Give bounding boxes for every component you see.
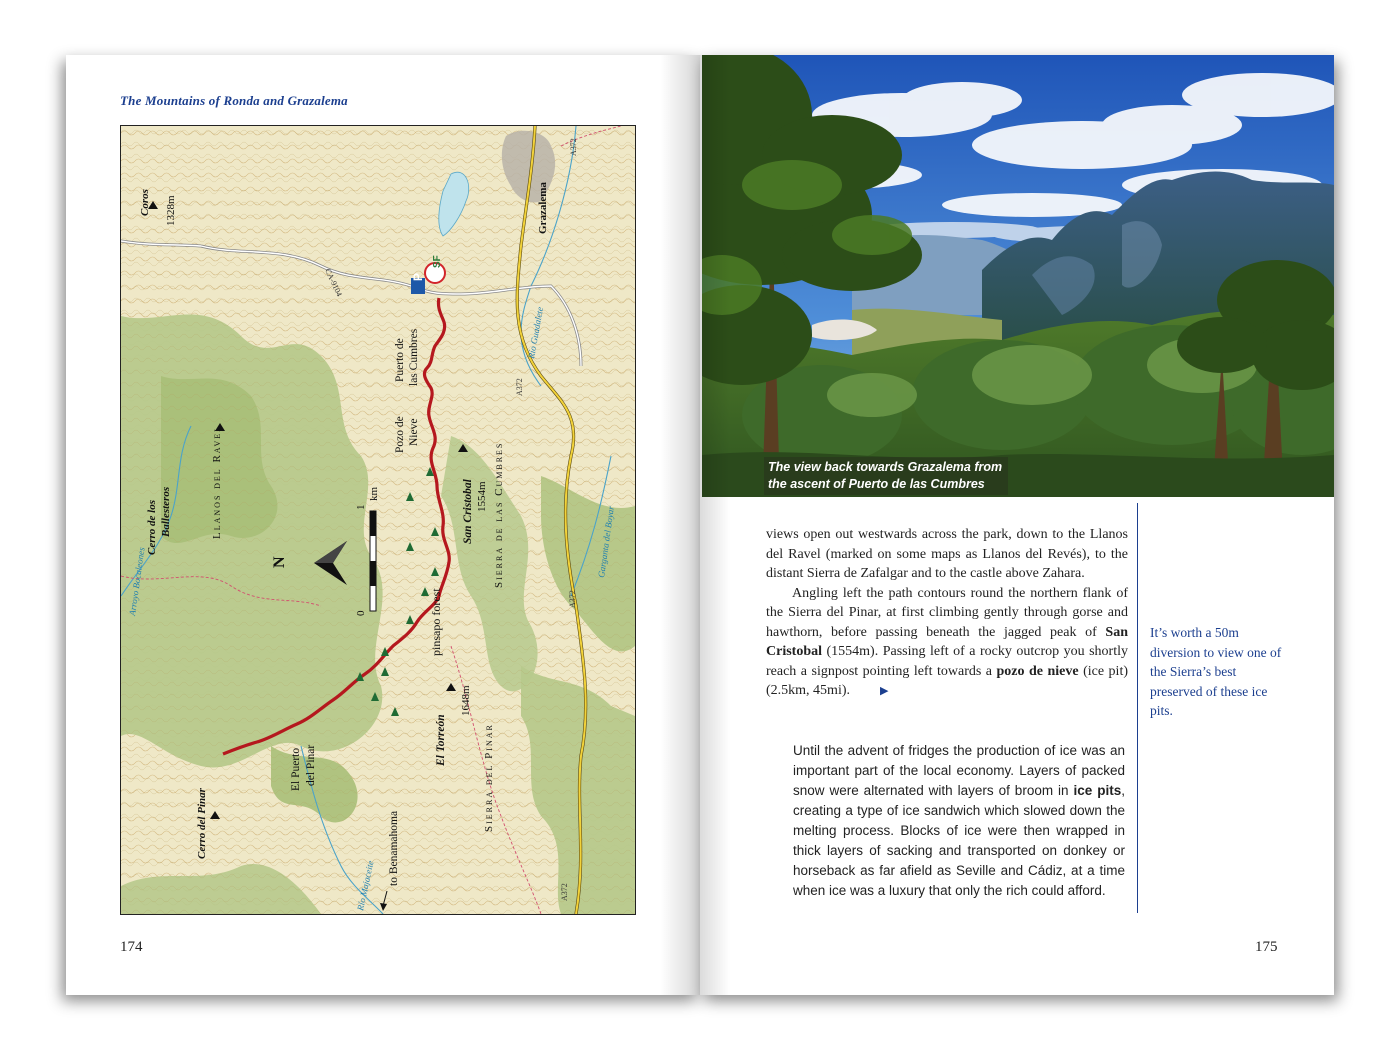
label-llanos-ravel: Llanos del Ravel xyxy=(211,424,223,539)
label-rio-majaceite: Río Majaceite xyxy=(355,859,376,912)
label-cerro-ballesteros-2: Ballesteros xyxy=(160,486,172,537)
page-number-right: 175 xyxy=(1255,939,1278,955)
paragraph-2-text-c: (1554m). Passing left of a rocky outcrop you shortly reach a signpost pointing left towards a xyxy=(766,644,1128,679)
caption-line-1: The view back towards Grazalema from xyxy=(768,460,1003,474)
scale-zero: 0 xyxy=(355,610,367,616)
label-puerto-cumbres-2: las Cumbres xyxy=(408,328,420,386)
label-puerto-pinar-1: El Puerto xyxy=(290,747,302,791)
gutter-shadow-left xyxy=(660,55,700,995)
parking-label: P xyxy=(411,272,425,281)
scale-unit: km xyxy=(368,486,380,501)
label-cerro-pinar: Cerro del Pinar xyxy=(196,788,208,859)
label-cerro-ballesteros-1: Cerro de los xyxy=(146,500,158,555)
label-pinsapo: pinsapo forest xyxy=(429,588,443,656)
body-text xyxy=(766,525,1128,702)
landscape-photo xyxy=(702,55,1334,497)
route-map xyxy=(120,125,636,915)
paragraph-2-text-e: (ice pit) (2.5km, 45mi). xyxy=(766,663,1128,698)
box-text-c: , creating a type of ice sandwich which slowed down the melting process. Blocks of ice were then wrapped in thick layers of sacking and transported on donkey or horseback as far afield as Seville and Cádiz, at a time when ice was a luxury that only the rich could afford. xyxy=(793,783,1125,898)
label-a372-bottom: A372 xyxy=(560,883,569,901)
label-ca9104: CA-9104 xyxy=(323,267,344,298)
bold-san-cristobal: San Cristobal xyxy=(766,624,1128,659)
label-grazalema: Grazalema xyxy=(537,182,549,234)
label-puerto-pinar-2: del Pinar xyxy=(305,744,317,786)
box-text-a: Until the advent of fridges the production of ice was an important part of the local economy. Layers of packed snow were alternated with layers of broom in xyxy=(793,743,1125,798)
label-coros-alt: 1328m xyxy=(165,195,177,226)
page-number-left: 174 xyxy=(120,939,143,955)
scale-bar xyxy=(370,511,376,611)
label-a372-right: A372 xyxy=(568,590,577,608)
bold-pozo-de-nieve: pozo de nieve xyxy=(996,663,1079,679)
margin-note: It’s worth a 50m diversion to view one of the Sierra’s best preserved of these ice pits. xyxy=(1150,625,1282,718)
margin-rule xyxy=(1137,503,1138,913)
label-san-cristobal: San Cristobal xyxy=(462,479,474,544)
ice-pit-box xyxy=(793,741,1125,901)
label-to-benamahoma: to Benamahoma xyxy=(388,810,400,886)
label-pozo-1: Pozo de xyxy=(394,416,406,453)
label-sierra-pinar: Sierra del Pinar xyxy=(483,723,495,832)
label-arroyo: Arroyo Bocaleones xyxy=(127,546,147,617)
label-rio-guadalete: Río Guadalete xyxy=(526,306,546,360)
label-san-cristobal-alt: 1554m xyxy=(476,481,488,512)
paragraph-2 xyxy=(766,584,1128,702)
paragraph-2-text-a: Angling left the path contours round the northern flank of the Sierra del Pinar, at first climbing gently through gorse and hawthorn, before passing beneath the jagged peak of xyxy=(766,585,1128,640)
label-a372-mid: A372 xyxy=(515,378,524,396)
start-finish-label: SF xyxy=(432,255,443,268)
label-garganta: Garganta del Boyar xyxy=(596,505,617,579)
bold-ice-pits: ice pits xyxy=(1073,783,1122,798)
left-page xyxy=(66,55,700,995)
photo-caption xyxy=(764,457,1008,495)
label-el-torreon: El Torreón xyxy=(435,714,447,766)
caption-line-2: the ascent of Puerto de las Cumbres xyxy=(768,477,985,491)
triangle-right-icon: ▶ xyxy=(880,685,889,697)
paragraph-1: views open out westwards across the park, down to the Llanos del Ravel (marked on some maps as Llanos del Revés), to the distant Sierra de Zafalgar and to the castle above Zahara. xyxy=(766,527,1128,581)
label-a372-top: A372 xyxy=(569,138,578,156)
label-el-torreon-alt: 1648m xyxy=(460,685,472,716)
label-coros: Coros xyxy=(139,189,151,216)
north-label: N xyxy=(271,556,288,568)
label-sierra-cumbres: Sierra de las Cumbres xyxy=(493,441,505,588)
running-head: The Mountains of Ronda and Grazalema xyxy=(120,93,348,108)
right-page xyxy=(700,55,1334,995)
label-puerto-cumbres-1: Puerto de xyxy=(394,338,406,382)
scale-one: 1 xyxy=(355,504,367,510)
label-pozo-2: Nieve xyxy=(408,418,420,446)
